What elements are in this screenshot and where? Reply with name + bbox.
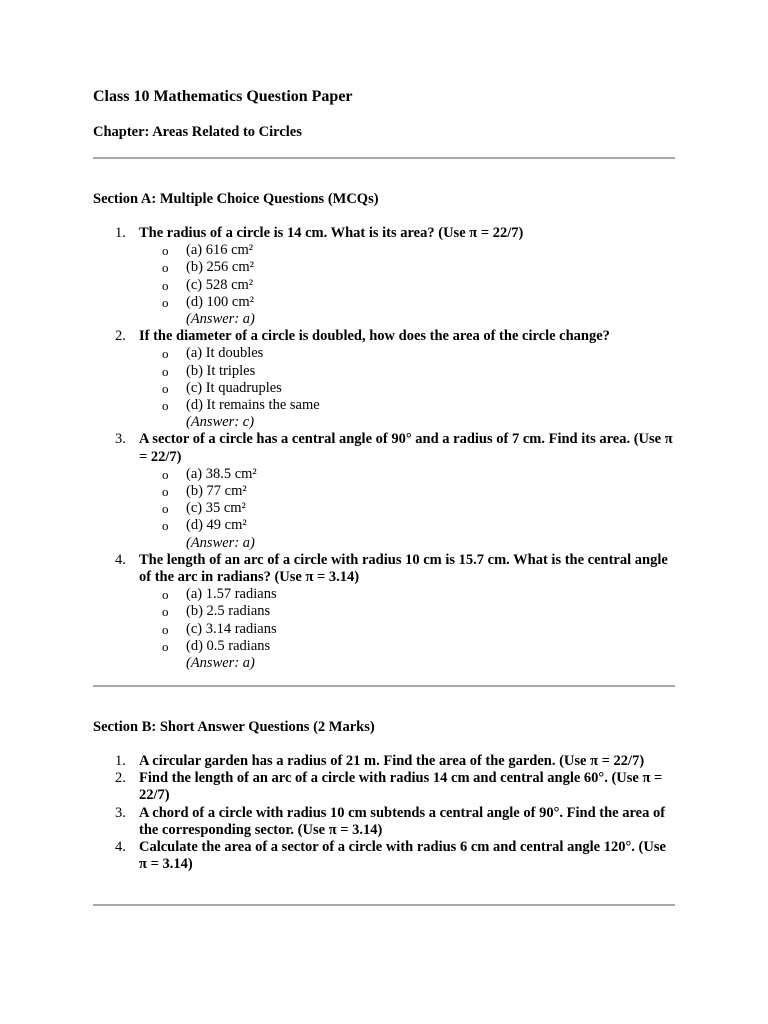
short-question-2 [93,770,675,804]
option-text: (b) 77 cm² [186,483,247,500]
bullet-icon: o [162,380,169,396]
answer-text: (Answer: c) [186,414,255,431]
bullet-icon: o [162,518,169,534]
question-number: 1. [115,753,126,769]
option-list [139,586,675,655]
option-item [139,397,675,414]
divider-3 [93,904,675,906]
option-item [139,483,675,500]
option-text: (b) It triples [186,362,256,379]
option-text: (c) It quadruples [186,379,282,396]
question-number: 2. [115,770,126,787]
chapter-heading: Chapter: Areas Related to Circles [93,124,302,140]
section-a-heading: Section A: Multiple Choice Questions (MCQs) [93,191,379,207]
short-question-3 [93,805,675,839]
option-text: (c) 3.14 radians [186,620,277,637]
section-b-heading: Section B: Short Answer Questions (2 Marks) [93,719,375,735]
option-list [139,345,675,414]
section-b-question-list [93,753,675,873]
option-text: (c) 528 cm² [186,276,254,293]
option-item [139,517,675,534]
question-number: 4. [115,551,126,568]
question-text: If the diameter of a circle is doubled, how does the area of the circle change? [139,328,610,345]
option-text: (a) It doubles [186,345,264,362]
option-item [139,603,675,620]
option-item [139,259,675,276]
question-text: A circular garden has a radius of 21 m. Find the area of the garden. (Use π = 22/7) [139,753,645,769]
option-text: (d) 100 cm² [186,293,254,310]
option-list [139,466,675,535]
option-text: (d) 49 cm² [186,517,247,534]
question-number: 3. [115,804,126,821]
question-number: 3. [115,431,126,448]
bullet-icon: o [162,363,169,379]
option-item [139,621,675,638]
mcq-question-2 [93,328,675,431]
question-text: Find the length of an arc of a circle with radius 14 cm and central angle 60°. (Use π = 22/7) [139,770,663,804]
answer-text: (Answer: a) [186,311,255,328]
option-item [139,345,675,362]
option-item [139,466,675,483]
mcq-question-4 [93,552,675,672]
option-text: (a) 616 cm² [186,242,254,259]
question-number: 2. [115,328,126,345]
question-text: Calculate the area of a sector of a circle with radius 6 cm and central angle 120°. (Use π = 3.14) [139,839,666,873]
question-number: 4. [115,839,126,856]
mcq-question-3 [93,431,675,551]
option-text: (b) 256 cm² [186,259,254,276]
option-item [139,380,675,397]
option-item [139,500,675,517]
short-question-1 [93,753,675,770]
section-a-question-list [93,225,675,672]
question-text: A sector of a circle has a central angle of 90° and a radius of 7 cm. Find its area. (Use π = 22/7) [139,431,673,465]
question-text: The length of an arc of a circle with radius 10 cm is 15.7 cm. What is the central angle of the arc in radians? (Use π = 3.14) [139,551,668,586]
bullet-icon: o [162,243,169,259]
short-question-4 [93,839,675,873]
option-item [139,586,675,603]
option-text: (d) 0.5 radians [186,637,271,654]
option-text: (d) It remains the same [186,397,320,414]
bullet-icon: o [162,501,169,517]
page-title: Class 10 Mathematics Question Paper [93,88,353,105]
option-item [139,277,675,294]
option-text: (a) 38.5 cm² [186,465,257,482]
bullet-icon: o [162,260,169,276]
option-item [139,242,675,259]
mcq-question-1 [93,225,675,328]
answer-text: (Answer: a) [186,655,255,672]
answer-text: (Answer: a) [186,534,255,551]
question-number: 1. [115,225,126,241]
divider-2 [93,685,675,687]
bullet-icon: o [162,466,169,482]
divider-1 [93,157,675,159]
option-item [139,638,675,655]
question-text: The radius of a circle is 14 cm. What is its area? (Use π = 22/7) [139,225,524,241]
bullet-icon: o [162,277,169,293]
bullet-icon: o [162,346,169,362]
bullet-icon: o [162,484,169,500]
question-text: A chord of a circle with radius 10 cm subtends a central angle of 90°. Find the area of the corresponding sector. (Use π = 3.14) [139,804,666,838]
bullet-icon: o [162,587,169,603]
option-text: (b) 2.5 radians [186,603,271,620]
option-item [139,294,675,311]
bullet-icon: o [162,621,169,637]
bullet-icon: o [162,398,169,414]
option-text: (c) 35 cm² [186,500,246,517]
option-list [139,242,675,311]
bullet-icon: o [162,604,169,620]
bullet-icon: o [162,638,169,654]
option-item [139,363,675,380]
bullet-icon: o [162,294,169,310]
option-text: (a) 1.57 radians [186,586,277,603]
